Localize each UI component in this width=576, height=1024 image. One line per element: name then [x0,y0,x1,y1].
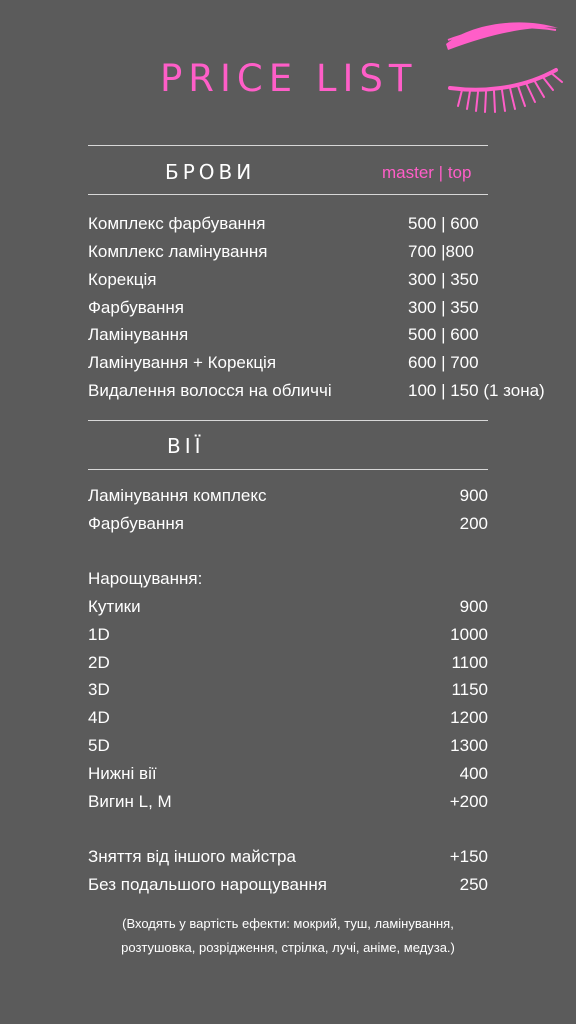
note-line: (Входять у вартість ефекти: мокрий, туш, ламінування, [122,916,454,931]
price-column-label: master | top [382,163,472,182]
service-price: +200 [449,792,488,811]
list-item [88,872,558,898]
service-name: 4D [88,708,110,727]
list-item [88,705,558,731]
eye-lashes-icon [440,14,576,114]
lashes-section-title: ВІЇ [167,434,205,458]
extension-label: Нарощування: [88,569,203,588]
divider [88,145,488,146]
service-name: 3D [88,680,110,699]
list-item [88,511,558,537]
list-item [88,622,558,648]
service-name: Комплекс фарбування [88,214,266,233]
service-name: Вигин L, M [88,792,172,811]
list-item [88,761,558,787]
service-price: 600 | 700 [408,353,479,372]
service-price: 1100 [451,653,488,672]
service-price: 1300 [450,736,488,755]
list-item [88,350,558,376]
list-item [88,295,558,321]
service-name: Видалення волосся на обличчі [88,381,332,400]
page-title: PRICE LIST [160,57,418,100]
list-item [88,239,558,265]
service-price: 1150 [451,680,488,699]
list-item [88,378,558,404]
service-price: +150 [449,847,488,866]
service-price: 1000 [450,625,488,644]
list-item [88,483,558,509]
service-price: 900 [459,486,488,505]
included-effects-note [70,912,506,960]
service-price: 100 | 150 (1 зона) [408,381,545,400]
divider [88,420,488,421]
brows-section-title: БРОВИ [165,160,256,184]
service-name: Фарбування [88,298,184,317]
service-name: Ламінування комплекс [88,486,267,505]
service-price: 900 [459,597,488,616]
service-name: Нижні вії [88,764,157,783]
service-price: 200 [459,514,488,533]
service-price: 500 | 600 [408,214,479,233]
service-price: 400 [459,764,488,783]
service-name: Без подальшого нарощування [88,875,327,894]
service-price: 300 | 350 [408,298,479,317]
list-item [88,789,558,815]
list-item [88,267,558,293]
list-item [88,650,558,676]
service-name: Ламінування [88,325,189,344]
list-item [88,322,558,348]
note-line: розтушовка, розрідження, стрілка, лучі, аніме, медуза.) [121,940,455,955]
list-item [88,844,558,870]
list-item [88,733,558,759]
service-name: Комплекс ламінування [88,242,268,261]
service-name: 1D [88,625,110,644]
service-name: 5D [88,736,110,755]
service-name: Ламінування + Корекція [88,353,277,372]
service-price: 300 | 350 [408,270,479,289]
extension-heading [88,566,558,592]
divider [88,469,488,470]
service-price: 700 |800 [408,242,474,261]
service-name: Кутики [88,597,141,616]
service-price: 1200 [450,708,488,727]
service-name: 2D [88,653,110,672]
list-item [88,677,558,703]
divider [88,194,488,195]
list-item [88,211,558,237]
service-name: Корекція [88,270,157,289]
service-price: 250 [459,875,488,894]
service-name: Зняття від іншого майстра [88,847,296,866]
service-name: Фарбування [88,514,184,533]
list-item [88,594,558,620]
service-price: 500 | 600 [408,325,479,344]
